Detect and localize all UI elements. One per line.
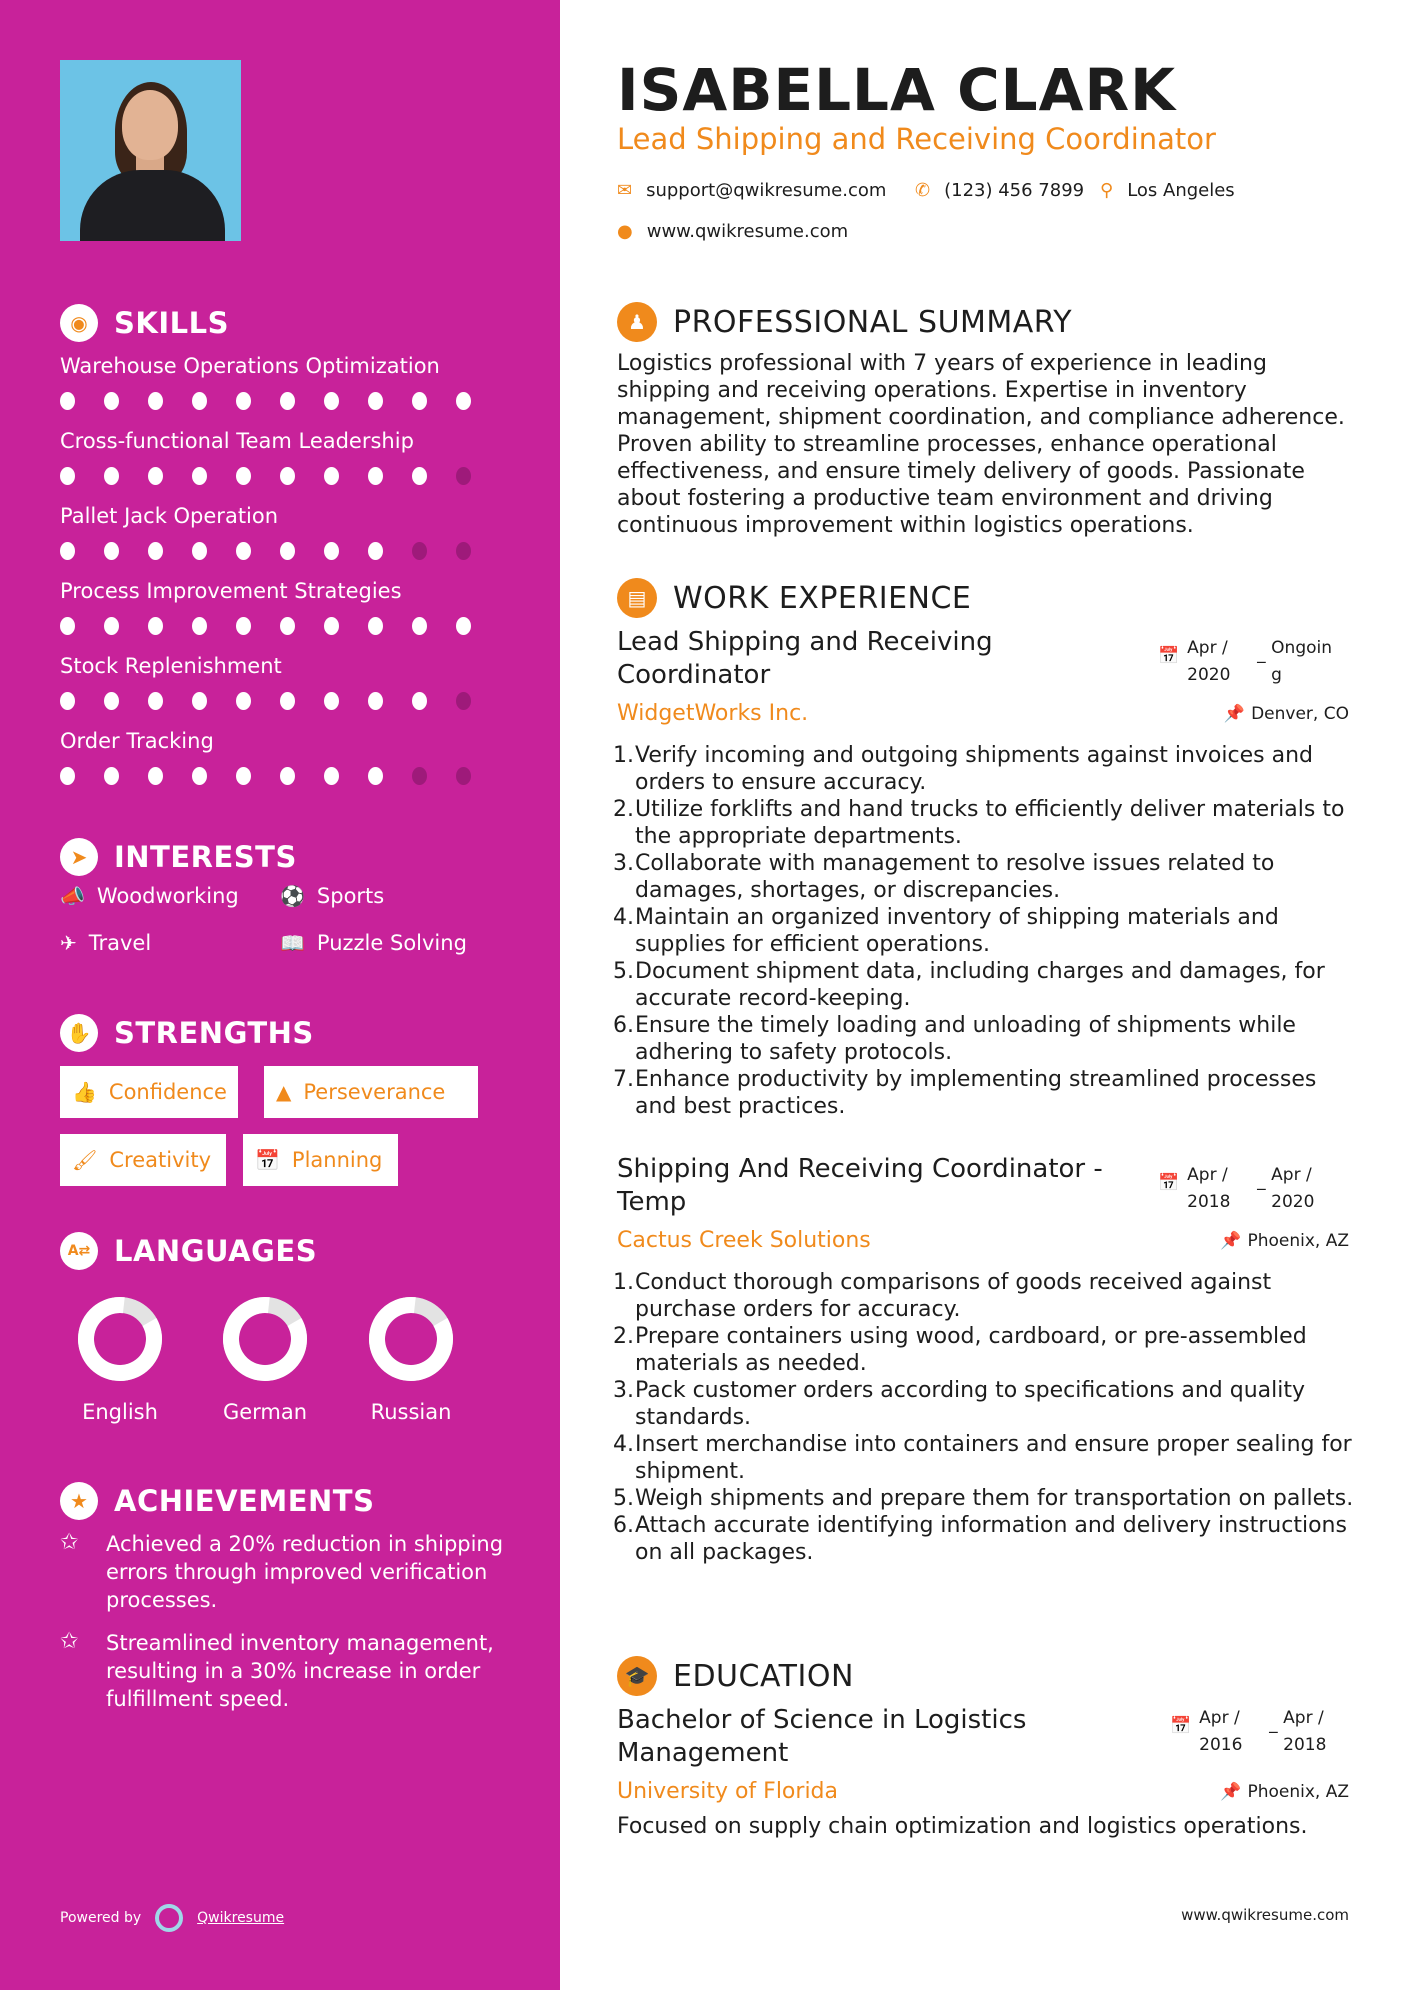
education-dates: 📅 Apr / 2016 _ Apr / 2018: [1170, 1705, 1353, 1759]
language-proficiency-ring: [222, 1296, 308, 1382]
interest-item: 📣 Woodworking: [60, 884, 239, 908]
rating-dot: [280, 542, 295, 560]
globe-icon: ●: [617, 221, 633, 242]
languages-heading: [60, 1232, 317, 1270]
languages-title: LANGUAGES: [114, 1234, 318, 1268]
rating-dot: [412, 767, 427, 785]
thumbs-up-icon: 👍: [72, 1080, 97, 1104]
rating-dot: [412, 392, 427, 410]
strength-badge: 🖌 Creativity: [60, 1134, 226, 1186]
book-icon: 📖: [280, 931, 305, 955]
rating-dot: [412, 692, 427, 710]
rating-dot: [412, 542, 427, 560]
interest-item: ✈ Travel: [60, 931, 152, 955]
rating-dot: [104, 692, 119, 710]
language-name: Russian: [370, 1400, 452, 1424]
language-name: German: [222, 1400, 308, 1424]
skill-name: Order Tracking: [60, 729, 214, 753]
language-item: [205, 1296, 325, 1424]
rating-dot: [324, 542, 339, 560]
user-icon: ♟: [617, 302, 657, 342]
rating-dot: [60, 767, 75, 785]
skill-rating: [60, 392, 500, 410]
rating-dot: [236, 542, 251, 560]
skills-heading: [60, 304, 229, 342]
fist-icon: ✋: [60, 1014, 98, 1052]
website-link[interactable]: www.qwikresume.com: [646, 221, 849, 242]
job-location: 📌 Denver, CO: [1223, 704, 1349, 724]
skill-name: Process Improvement Strategies: [60, 579, 402, 603]
education-location: 📌 Phoenix, AZ: [1220, 1782, 1349, 1802]
paintbrush-icon: 🖌: [72, 1148, 98, 1172]
rating-dot: [456, 467, 471, 485]
shooting-star-icon: ✩: [60, 1530, 79, 1555]
map-marker-icon: ⚲: [1100, 180, 1114, 201]
language-item: [351, 1296, 471, 1424]
rating-dot: [104, 617, 119, 635]
responsibility-item: 2. Prepare containers using wood, cardboard, or pre-assembled materials as needed.: [613, 1324, 1307, 1376]
rating-dot: [368, 467, 383, 485]
strengths-heading: [60, 1014, 314, 1052]
rating-dot: [456, 392, 471, 410]
interest-item: 📖 Puzzle Solving: [280, 931, 467, 955]
rating-dot: [148, 692, 163, 710]
rating-dot: [280, 692, 295, 710]
candidate-name: ISABELLA CLARK: [617, 56, 1177, 124]
responsibility-item: 6. Attach accurate identifying information and delivery instructions on all packages.: [613, 1513, 1347, 1565]
rating-dot: [456, 617, 471, 635]
skill-item: [60, 729, 500, 785]
rating-dot: [456, 542, 471, 560]
experience-heading: [617, 578, 971, 618]
skill-item: [60, 654, 500, 710]
rating-dot: [148, 767, 163, 785]
skill-rating: [60, 692, 500, 710]
lightbulb-icon: ◉: [60, 304, 98, 342]
rating-dot: [368, 692, 383, 710]
skill-name: Stock Replenishment: [60, 654, 282, 678]
rating-dot: [60, 467, 75, 485]
rating-dot: [60, 617, 75, 635]
rating-dot: [324, 467, 339, 485]
responsibility-item: 2. Utilize forklifts and hand trucks to efficiently deliver materials to the appropriate departments.: [613, 797, 1345, 849]
language-proficiency-ring: [77, 1296, 163, 1382]
rating-dot: [412, 467, 427, 485]
candidate-title: Lead Shipping and Receiving Coordinator: [617, 122, 1216, 156]
calendar-icon: 📅: [255, 1148, 280, 1172]
road-icon: ▲: [276, 1080, 292, 1104]
calendar-icon: 📅: [1158, 646, 1180, 666]
job-dates: 📅 Apr / 2018 _ Apr / 2020: [1158, 1162, 1341, 1216]
interest-item: ⚽ Sports: [280, 884, 385, 908]
rating-dot: [192, 542, 207, 560]
rating-dot: [104, 392, 119, 410]
summary-title: PROFESSIONAL SUMMARY: [673, 304, 1073, 340]
achievement-item: ✩ Achieved a 20% reduction in shipping errors through improved verification processes.: [60, 1530, 504, 1612]
rating-dot: [236, 467, 251, 485]
rating-dot: [192, 767, 207, 785]
sidebar: [0, 0, 560, 1990]
skill-name: Cross-functional Team Leadership: [60, 429, 414, 453]
responsibility-item: 6. Ensure the timely loading and unloading of shipments while adhering to safety protocols.: [613, 1013, 1296, 1065]
rating-dot: [324, 692, 339, 710]
responsibility-item: 4. Insert merchandise into containers and ensure proper sealing for shipment.: [613, 1432, 1352, 1484]
job-location: 📌 Phoenix, AZ: [1220, 1231, 1349, 1251]
contact-email: [617, 180, 886, 201]
responsibility-item: 1. Verify incoming and outgoing shipments against invoices and orders to ensure accuracy.: [613, 743, 1313, 795]
language-icon: A⇄: [60, 1232, 98, 1270]
footer-website[interactable]: www.qwikresume.com: [1181, 1906, 1349, 1924]
achievement-item: ✩ Streamlined inventory management, resulting in a 30% increase in order fulfillment speed.: [60, 1629, 494, 1711]
phone-icon: ✆: [915, 180, 931, 201]
strength-badge: ▲ Perseverance: [264, 1066, 478, 1118]
achievements-title: ACHIEVEMENTS: [114, 1484, 375, 1518]
skill-name: Warehouse Operations Optimization: [60, 354, 440, 378]
skill-item: [60, 504, 500, 560]
rating-dot: [280, 467, 295, 485]
skill-rating: [60, 467, 500, 485]
interests-title: INTERESTS: [114, 840, 297, 874]
rating-dot: [148, 617, 163, 635]
job-title: Shipping And Receiving Coordinator - Temp: [617, 1154, 1103, 1217]
rating-dot: [280, 617, 295, 635]
skill-item: [60, 429, 500, 485]
paper-plane-icon: ➤: [60, 838, 98, 876]
qwikresume-logo-icon: [155, 1904, 183, 1932]
rating-dot: [236, 617, 251, 635]
pushpin-icon: 📌: [1220, 1782, 1242, 1802]
responsibility-item: 1. Conduct thorough comparisons of goods received against purchase orders for accuracy.: [613, 1270, 1272, 1322]
rating-dot: [60, 542, 75, 560]
company-name: Cactus Creek Solutions: [617, 1228, 871, 1253]
rating-dot: [148, 392, 163, 410]
experience-title: WORK EXPERIENCE: [673, 580, 972, 616]
skill-name: Pallet Jack Operation: [60, 504, 279, 528]
job-responsibilities: [613, 1269, 1358, 1566]
star-badge-icon: ★: [60, 1482, 98, 1520]
rating-dot: [104, 467, 119, 485]
skill-item: [60, 579, 500, 635]
plane-icon: ✈: [60, 931, 77, 955]
calendar-icon: 📅: [1158, 1173, 1180, 1193]
rating-dot: [324, 392, 339, 410]
rating-dot: [280, 392, 295, 410]
rating-dot: [148, 542, 163, 560]
contact-location: ⚲ Los Angeles: [1100, 180, 1235, 201]
rating-dot: [104, 542, 119, 560]
rating-dot: [60, 692, 75, 710]
soccer-ball-icon: ⚽: [280, 884, 305, 908]
bullhorn-icon: 📣: [60, 884, 85, 908]
responsibility-item: 7. Enhance productivity by implementing streamlined processes and best practices.: [613, 1067, 1317, 1119]
contact-website: [617, 221, 848, 242]
rating-dot: [456, 767, 471, 785]
job-title: Lead Shipping and Receiving Coordinator: [617, 627, 993, 690]
rating-dot: [236, 767, 251, 785]
responsibility-item: 3. Pack customer orders according to specifications and quality standards.: [613, 1378, 1305, 1430]
language-name: English: [82, 1400, 158, 1424]
shooting-star-icon: ✩: [60, 1629, 79, 1654]
rating-dot: [192, 467, 207, 485]
rating-dot: [456, 692, 471, 710]
rating-dot: [192, 692, 207, 710]
skill-rating: [60, 767, 500, 785]
interests-heading: [60, 838, 297, 876]
rating-dot: [60, 392, 75, 410]
rating-dot: [192, 617, 207, 635]
responsibility-item: 4. Maintain an organized inventory of shipping materials and supplies for efficient operations.: [613, 905, 1279, 957]
proficiency-arc: [222, 1296, 308, 1382]
rating-dot: [368, 617, 383, 635]
skill-rating: [60, 617, 500, 635]
powered-by: Powered by Qwikresume: [60, 1904, 284, 1932]
rating-dot: [104, 767, 119, 785]
email-link[interactable]: support@qwikresume.com: [646, 180, 887, 201]
rating-dot: [324, 767, 339, 785]
job-responsibilities: [613, 742, 1358, 1120]
degree-title: Bachelor of Science in Logistics Management: [617, 1705, 1027, 1768]
qwikresume-link[interactable]: Qwikresume: [197, 1910, 285, 1926]
strength-badge: 📅 Planning: [243, 1134, 398, 1186]
education-title: EDUCATION: [673, 1658, 854, 1694]
skill-rating: [60, 542, 500, 560]
skills-title: SKILLS: [114, 306, 229, 340]
graduate-icon: 🎓: [617, 1656, 657, 1696]
contact-phone: ✆ (123) 456 7899: [915, 180, 1085, 201]
achievements-heading: [60, 1482, 374, 1520]
profile-photo: [60, 60, 241, 241]
pushpin-icon: 📌: [1223, 704, 1246, 724]
responsibility-item: 5. Weigh shipments and prepare them for transportation on pallets.: [613, 1486, 1354, 1511]
skill-item: [60, 354, 500, 410]
rating-dot: [148, 467, 163, 485]
calendar-icon: 📅: [1170, 1716, 1192, 1736]
language-item: [60, 1296, 180, 1424]
education-description: Focused on supply chain optimization and logistics operations.: [617, 1814, 1308, 1839]
pushpin-icon: 📌: [1220, 1231, 1242, 1251]
summary-text: Logistics professional with 7 years of experience in leading shipping and receiving operations. Expertise in inventory management, shipment coordination, and compliance adherence. Proven ability to streamline processes, enhance operational effectiveness, and ensure timely delivery of goods. Passionate about fostering a productive team environment and driving continuous improvement within logistics operations.: [617, 351, 1345, 538]
education-heading: [617, 1656, 854, 1696]
strengths-title: STRENGTHS: [114, 1016, 314, 1050]
rating-dot: [236, 692, 251, 710]
rating-dot: [412, 617, 427, 635]
school-name: University of Florida: [617, 1779, 838, 1804]
rating-dot: [280, 767, 295, 785]
rating-dot: [324, 617, 339, 635]
rating-dot: [368, 542, 383, 560]
proficiency-arc: [77, 1296, 163, 1382]
rating-dot: [368, 767, 383, 785]
responsibility-item: 3. Collaborate with management to resolve issues related to damages, shortages, or discrepancies.: [613, 851, 1275, 903]
job-dates: 📅 Apr / 2020 _ Ongoin g: [1158, 635, 1341, 689]
strength-badge: 👍 Confidence: [60, 1066, 238, 1118]
rating-dot: [368, 392, 383, 410]
proficiency-arc: [368, 1296, 454, 1382]
briefcase-icon: ▤: [617, 578, 657, 618]
rating-dot: [236, 392, 251, 410]
rating-dot: [192, 392, 207, 410]
responsibility-item: 5. Document shipment data, including charges and damages, for accurate record-keeping.: [613, 959, 1325, 1011]
envelope-icon: ✉: [617, 180, 633, 201]
company-name: WidgetWorks Inc.: [617, 701, 809, 726]
language-proficiency-ring: [368, 1296, 454, 1382]
summary-heading: [617, 302, 1072, 342]
